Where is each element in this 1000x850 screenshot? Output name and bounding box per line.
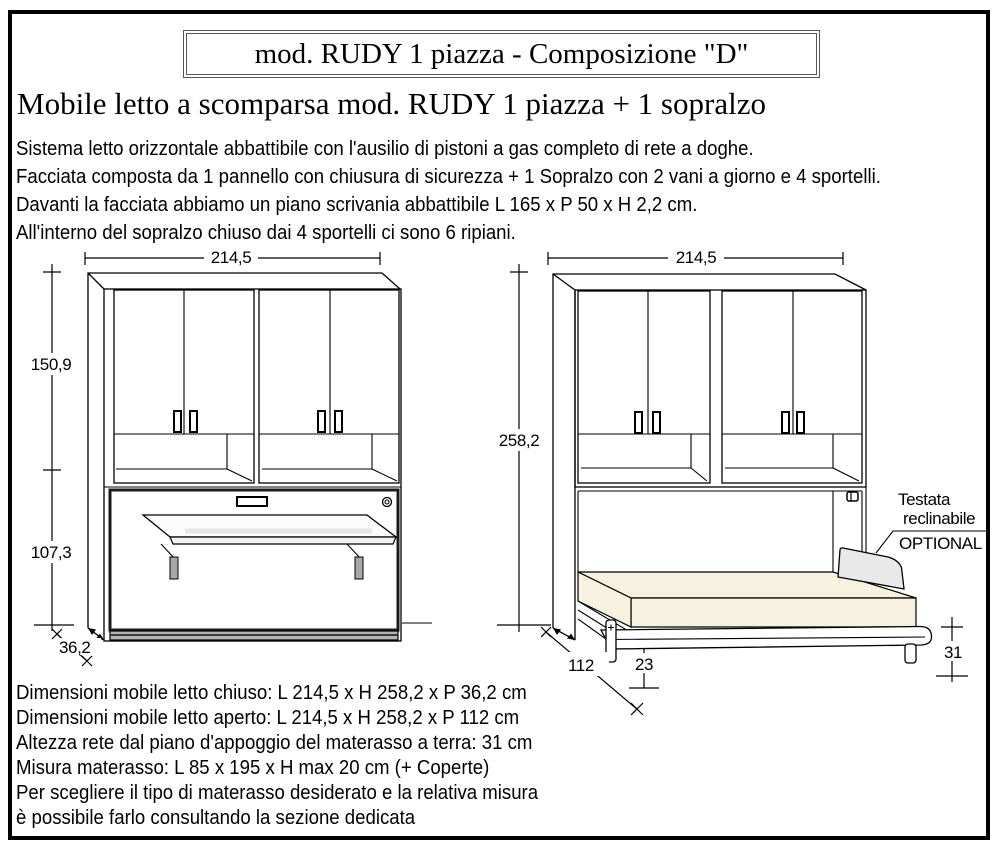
description-line: Davanti la facciata abbiamo un piano scrivania abbattibile L 165 x P 50 x H 2,2 cm.: [16, 194, 698, 216]
bed-leg: [905, 644, 916, 663]
description-line: Facciata composta da 1 pannello con chiusura di sicurezza + 1 Sopralzo con 2 vani a giorno e 4 sportelli.: [16, 166, 881, 188]
description-line: All'interno del sopralzo chiuso dai 4 sportelli ci sono 6 ripiani.: [16, 222, 516, 244]
overhead-unit-left-open: [578, 291, 710, 483]
footer-line: Altezza rete dal piano d'appoggio del materasso a terra: 31 cm: [16, 732, 533, 754]
headboard-annotation: [876, 490, 988, 553]
panel-handle: [237, 497, 267, 506]
open-depth-label: 112: [568, 656, 594, 675]
desk-leg: [355, 557, 363, 579]
closed-lower-height-label: 107,3: [30, 543, 72, 562]
footer-line: Dimensioni mobile letto chiuso: L 214,5 x H 258,2 x P 36,2 cm: [16, 682, 527, 704]
floor-height-label: 31: [943, 643, 963, 662]
open-height-label: 258,2: [498, 431, 540, 450]
footer-line: Misura materasso: L 85 x 195 x H max 20 cm (+ Coperte): [16, 757, 490, 779]
door-handle: [174, 411, 181, 432]
door-handle: [782, 412, 789, 433]
closed-upper-height-label: 150,9: [30, 355, 72, 374]
description-line: Sistema letto orizzontale abbattibile con l'ausilio di pistoni a gas completo di rete a doghe.: [16, 138, 754, 160]
door-handle: [318, 411, 325, 432]
footer-line: è possibile farlo consultando la sezione dedicata: [16, 807, 416, 829]
title-box-text: mod. RUDY 1 piazza - Composizione "D": [186, 33, 817, 75]
footer-line: Dimensioni mobile letto aperto: L 214,5 x H 258,2 x P 112 cm: [16, 707, 520, 729]
overhead-unit-right-open: [722, 291, 862, 483]
desk-leg: [170, 557, 178, 579]
overhead-unit-right: [259, 290, 399, 483]
headboard-label-line1: Testata: [898, 490, 951, 509]
footer-line: Per scegliere il tipo di materasso desiderato e la relativa misura: [16, 782, 539, 804]
dimensions-summary: [16, 681, 538, 831]
headboard-label-line2: reclinabile: [903, 509, 976, 528]
door-handle: [635, 412, 642, 433]
closed-cabinet-drawing: [25, 247, 432, 666]
open-width-label: 214,5: [675, 248, 717, 267]
closed-height-dimensions: [25, 264, 78, 631]
open-shelf-interior: [262, 434, 397, 481]
technical-drawings: [0, 240, 1000, 735]
door-handle: [797, 412, 804, 433]
optional-label: OPTIONAL: [899, 534, 982, 553]
open-height-dimension: [491, 264, 551, 632]
open-cabinet-top-front: [575, 290, 866, 487]
open-bed-drawing: [491, 247, 988, 715]
door-handle: [190, 411, 197, 432]
title-box: [183, 30, 820, 78]
closed-depth-label: 36,2: [59, 638, 91, 657]
bed-cavity: [578, 487, 866, 572]
closed-width-dimension: [85, 247, 380, 267]
open-shelf-interior: [116, 434, 252, 481]
open-shelf-interior: [725, 434, 859, 481]
leg-height-dimension: [629, 649, 659, 688]
open-width-dimension: [548, 247, 843, 267]
door-handle: [653, 412, 660, 433]
leg-height-label: 23: [634, 655, 654, 674]
bed-front-panel-closed: [110, 490, 398, 640]
overhead-unit-left: [114, 290, 254, 483]
product-description: [16, 135, 881, 247]
closed-width-label: 214,5: [210, 248, 252, 267]
door-handle: [335, 411, 342, 432]
open-shelf-interior: [581, 434, 707, 481]
floor-height-dimension: [936, 617, 968, 682]
safety-lock-icon: [847, 492, 858, 501]
page-title: Mobile letto a scomparsa mod. RUDY 1 piazza + 1 sopralzo: [17, 86, 766, 121]
